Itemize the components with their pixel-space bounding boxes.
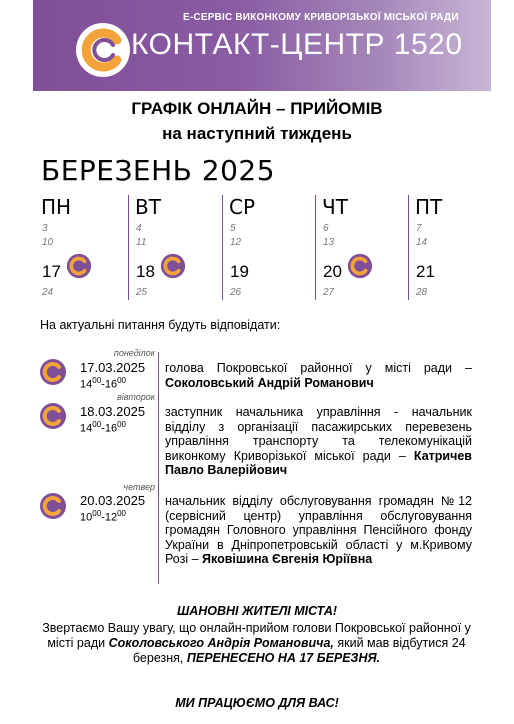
entry-date: 17.03.2025	[80, 360, 146, 375]
date-highlight: 18	[136, 262, 155, 281]
entry-date: 18.03.2025	[80, 404, 146, 419]
entry-time: $10^{00}-12^{00}$	[80, 509, 126, 524]
entry-description: начальник відділу обслуговування громадян №12 (сервісний центр) управління обслуговування громадян Головного управління Пенсійного фонду України в Дніпропетровській області у м.Кривому Розі – Яковішина Євгенія Юріївна	[165, 494, 472, 566]
day-column-fri	[408, 195, 502, 300]
entry-time: $14^{00}-16^{00}$	[80, 420, 126, 435]
contact-center-logo-icon	[73, 20, 133, 80]
day-column-thu	[315, 195, 409, 300]
entry-description: голова Покровської районної у місті ради – Соколовський Андрій Романович	[165, 361, 472, 390]
page-title: ГРАФІК ОНЛАЙН – ПРИЙОМІВ	[131, 99, 383, 118]
date-small: 28	[416, 287, 428, 298]
intro-text: На актуальні питання будуть відповідати:	[40, 318, 281, 332]
day-column-mon	[35, 195, 128, 300]
header-banner	[33, 0, 491, 91]
banner-title: КОНТАКТ-ЦЕНТР 1520	[131, 28, 463, 61]
notice-paragraph: Звертаємо Вашу увагу, що онлайн-прийом голови Покровської районної у місті ради Соколовського Андрія Романовича, який мав відбутися 24 березня, ПЕРЕНЕСЕНО НА 17 БЕРЕЗНЯ.	[42, 621, 471, 665]
date-small: 5	[230, 223, 236, 234]
banner-subtitle: Е-СЕРВІС ВИКОНКОМУ КРИВОРІЗЬКОЇ МІСЬКОЇ РАДИ	[183, 12, 459, 23]
date-highlight: 21	[416, 262, 435, 281]
date-small: 10	[42, 237, 54, 248]
date-small: 14	[416, 237, 428, 248]
day-name: СР	[229, 195, 256, 219]
notice-heading: ШАНОВНІ ЖИТЕЛІ МІСТА!	[176, 604, 338, 618]
date-small: 3	[42, 223, 48, 234]
date-small: 11	[136, 237, 147, 248]
date-highlight: 20	[323, 262, 342, 281]
day-name: ПН	[41, 195, 72, 219]
date-highlight: 19	[230, 262, 249, 281]
day-name: ВТ	[135, 195, 161, 219]
date-small: 4	[136, 223, 142, 234]
day-column-wed	[222, 195, 316, 300]
schedule-logo-icon	[38, 401, 68, 431]
schedule-logo-icon	[38, 491, 68, 521]
weekday-label: понеділок	[113, 348, 155, 358]
page-subtitle: на наступний тиждень	[162, 124, 352, 143]
weekday-label: четвер	[123, 482, 155, 492]
schedule-logo-icon	[159, 252, 187, 280]
date-small: 27	[323, 287, 335, 298]
date-small: 24	[42, 287, 54, 298]
day-column-tue	[128, 195, 222, 300]
schedule-divider	[158, 352, 159, 584]
month-title: БЕРЕЗЕНЬ 2025	[41, 154, 276, 187]
schedule-logo-icon	[346, 252, 374, 280]
schedule-logo-icon	[38, 357, 68, 387]
day-name: ЧТ	[322, 195, 348, 219]
day-name: ПТ	[415, 195, 443, 219]
date-small: 6	[323, 223, 329, 234]
entry-date: 20.03.2025	[80, 493, 146, 508]
closing-slogan: МИ ПРАЦЮЄМО ДЛЯ ВАС!	[175, 696, 339, 710]
entry-description: заступник начальника управління - начальник відділу з організації пасажирських перевезень управління транспорту та телекомунікацій виконкому Криворізької міської ради – Катричев Павло Валерійович	[165, 405, 472, 477]
date-highlight: 17	[42, 262, 61, 281]
schedule-logo-icon	[65, 252, 93, 280]
date-small: 7	[416, 223, 422, 234]
date-small: 12	[230, 237, 242, 248]
date-small: 13	[323, 237, 335, 248]
weekday-label: вівторок	[117, 392, 155, 402]
date-small: 26	[230, 287, 242, 298]
date-small: 25	[136, 287, 148, 298]
entry-time: $14^{00}-16^{00}$	[80, 376, 126, 391]
